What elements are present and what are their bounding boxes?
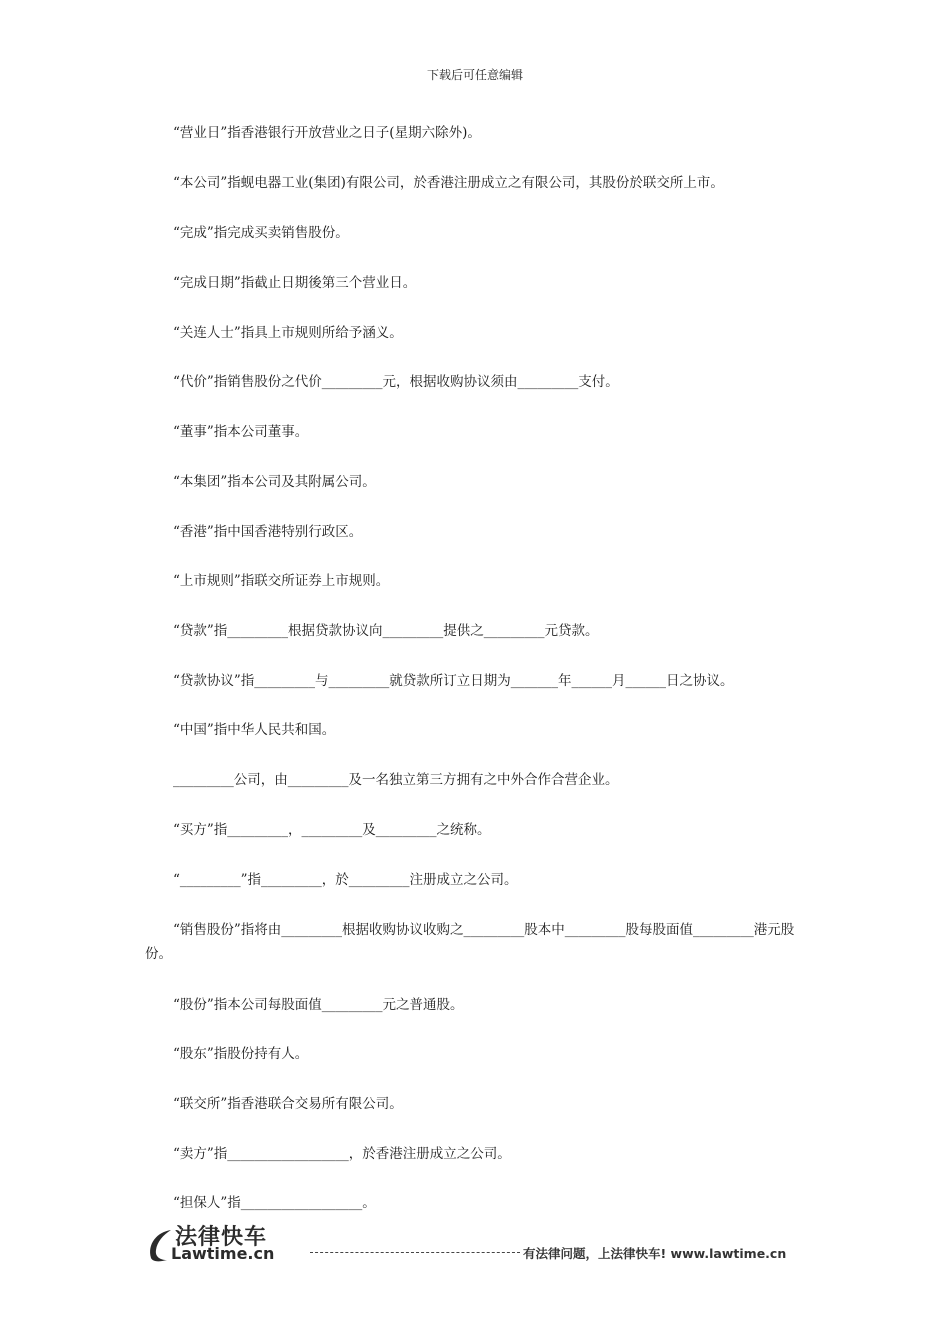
definition-paragraph: “股东”指股份持有人。 [173, 1046, 309, 1062]
definition-paragraph: “代价”指销售股份之代价_________元，根据收购协议须由_________支付。 [173, 374, 619, 390]
definition-paragraph: “营业日”指香港银行开放营业之日子(星期六除外)。 [173, 125, 481, 141]
definition-paragraph: “香港”指中国香港特别行政区。 [173, 524, 363, 540]
definition-paragraph: “完成日期”指截止日期後第三个营业日。 [173, 275, 417, 291]
footer-divider [310, 1252, 520, 1253]
definition-paragraph: “担保人”指__________________。 [173, 1195, 376, 1211]
definition-paragraph: “联交所”指香港联合交易所有限公司。 [173, 1096, 403, 1112]
footer-slogan: 有法律问题，上法律快车! www.lawtime.cn [523, 1246, 787, 1261]
definition-paragraph: “销售股份”指将由_________根据收购协议收购之_________股本中_________股每股面值_________港元股份。 [145, 922, 795, 962]
definition-paragraph: “本公司”指蚬电器工业(集团)有限公司，於香港注册成立之有限公司，其股份於联交所上市。 [173, 175, 724, 191]
definition-paragraph: “卖方”指__________________，於香港注册成立之公司。 [173, 1146, 511, 1162]
definition-paragraph: “股份”指本公司每股面值_________元之普通股。 [173, 997, 464, 1013]
definition-paragraph: “贷款”指_________根据贷款协议向_________提供之_________元贷款。 [173, 623, 599, 639]
definition-paragraph: “买方”指_________，_________及_________之统称。 [173, 822, 491, 838]
definition-paragraph: “中国”指中华人民共和国。 [173, 722, 336, 738]
page-header: 下载后可任意编辑 [426, 68, 523, 82]
definition-paragraph: “贷款协议”指_________与_________就贷款所订立日期为_______年______月______日之协议。 [173, 673, 734, 689]
definition-paragraph: “本集团”指本公司及其附属公司。 [173, 474, 376, 490]
definition-paragraph: “上市规则”指联交所证券上市规则。 [173, 573, 390, 589]
definition-paragraph: “完成”指完成买卖销售股份。 [173, 225, 349, 241]
definition-paragraph: _________公司，由_________及一名独立第三方拥有之中外合作合营企业。 [173, 772, 619, 788]
definition-paragraph: “董事”指本公司董事。 [173, 424, 309, 440]
definition-paragraph: “关连人士”指具上市规则所给予涵义。 [173, 325, 403, 341]
lawtime-logo [145, 1222, 305, 1268]
logo-chinese-text: 法律快车 [175, 1225, 268, 1250]
page-footer [145, 1222, 805, 1272]
definition-paragraph: “_________”指_________，於_________注册成立之公司。 [173, 872, 518, 888]
logo-english-text: Lawtime.cn [171, 1244, 275, 1263]
